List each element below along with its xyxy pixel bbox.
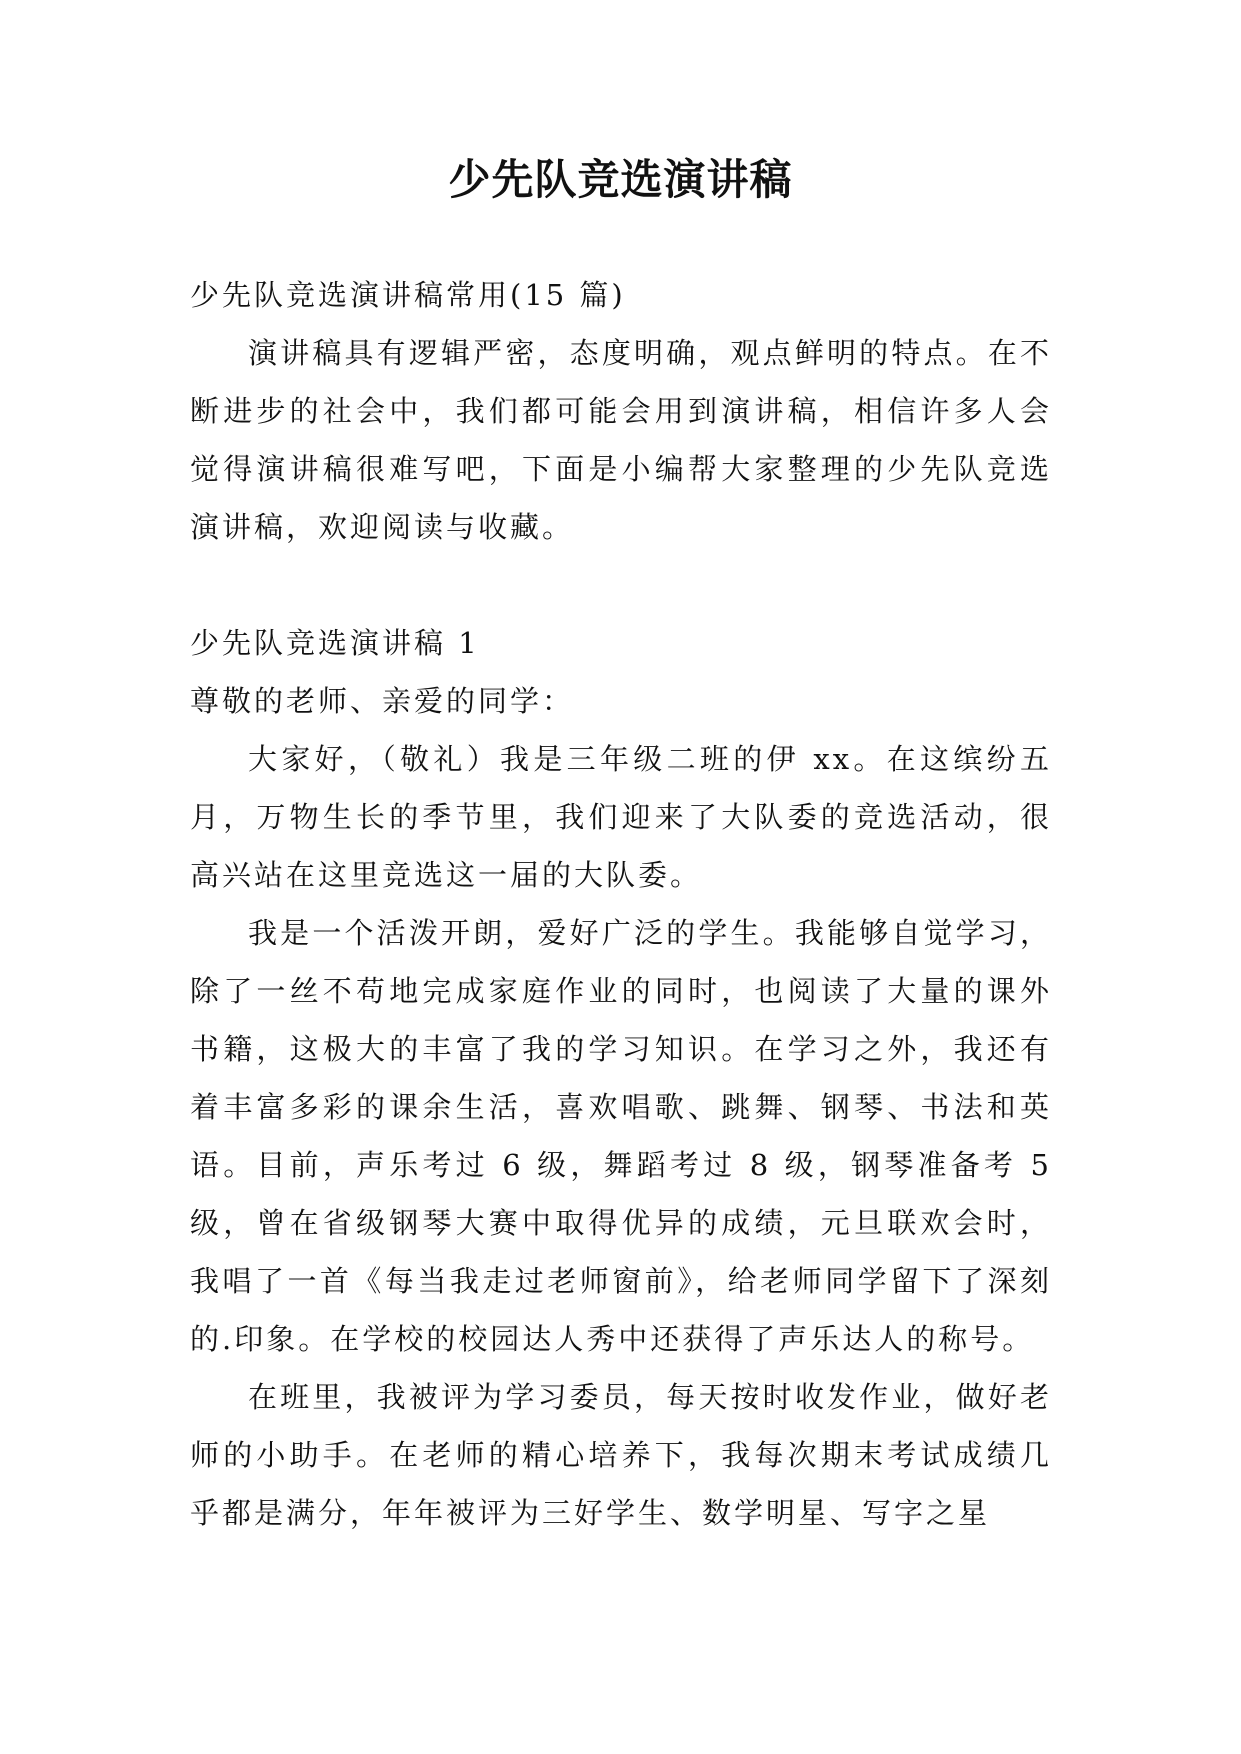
paragraph-gap bbox=[190, 556, 1052, 614]
body-paragraph-2: 我是一个活泼开朗，爱好广泛的学生。我能够自觉学习，除了一丝不苟地完成家庭作业的同时，也阅读了大量的课外书籍，这极大的丰富了我的学习知识。在学习之外，我还有着丰富多彩的课余生活，喜欢唱歌、跳舞、钢琴、书法和英语。目前，声乐考过 6 级，舞蹈考过 8 级，钢琴准备考 5 级，曾在省级钢琴大赛中取得优异的成绩，元旦联欢会时，我唱了一首《每当我走过老师窗前》，给老师同学留下了深刻的.印象。在学校的校园达人秀中还获得了声乐达人的称号。 bbox=[190, 916, 1052, 1356]
section-heading: 少先队竞选演讲稿 1 bbox=[190, 626, 480, 660]
intro-paragraph: 演讲稿具有逻辑严密，态度明确，观点鲜明的特点。在不断进步的社会中，我们都可能会用到演讲稿，相信许多人会觉得演讲稿很难写吧，下面是小编帮大家整理的少先队竞选演讲稿，欢迎阅读与收藏。 bbox=[190, 336, 1052, 544]
document-body bbox=[190, 266, 1052, 1542]
document-subtitle: 少先队竞选演讲稿常用(15 篇) bbox=[190, 278, 626, 312]
salutation: 尊敬的老师、亲爱的同学： bbox=[190, 684, 575, 718]
body-paragraph-3: 在班里，我被评为学习委员，每天按时收发作业，做好老师的小助手。在老师的精心培养下，我每次期末考试成绩几乎都是满分，年年被评为三好学生、数学明星、写字之星 bbox=[190, 1380, 1052, 1530]
body-paragraph-1: 大家好，（敬礼）我是三年级二班的伊 xx。在这缤纷五月，万物生长的季节里，我们迎来了大队委的竞选活动，很高兴站在这里竞选这一届的大队委。 bbox=[190, 742, 1052, 892]
document-title: 少先队竞选演讲稿 bbox=[448, 155, 793, 204]
